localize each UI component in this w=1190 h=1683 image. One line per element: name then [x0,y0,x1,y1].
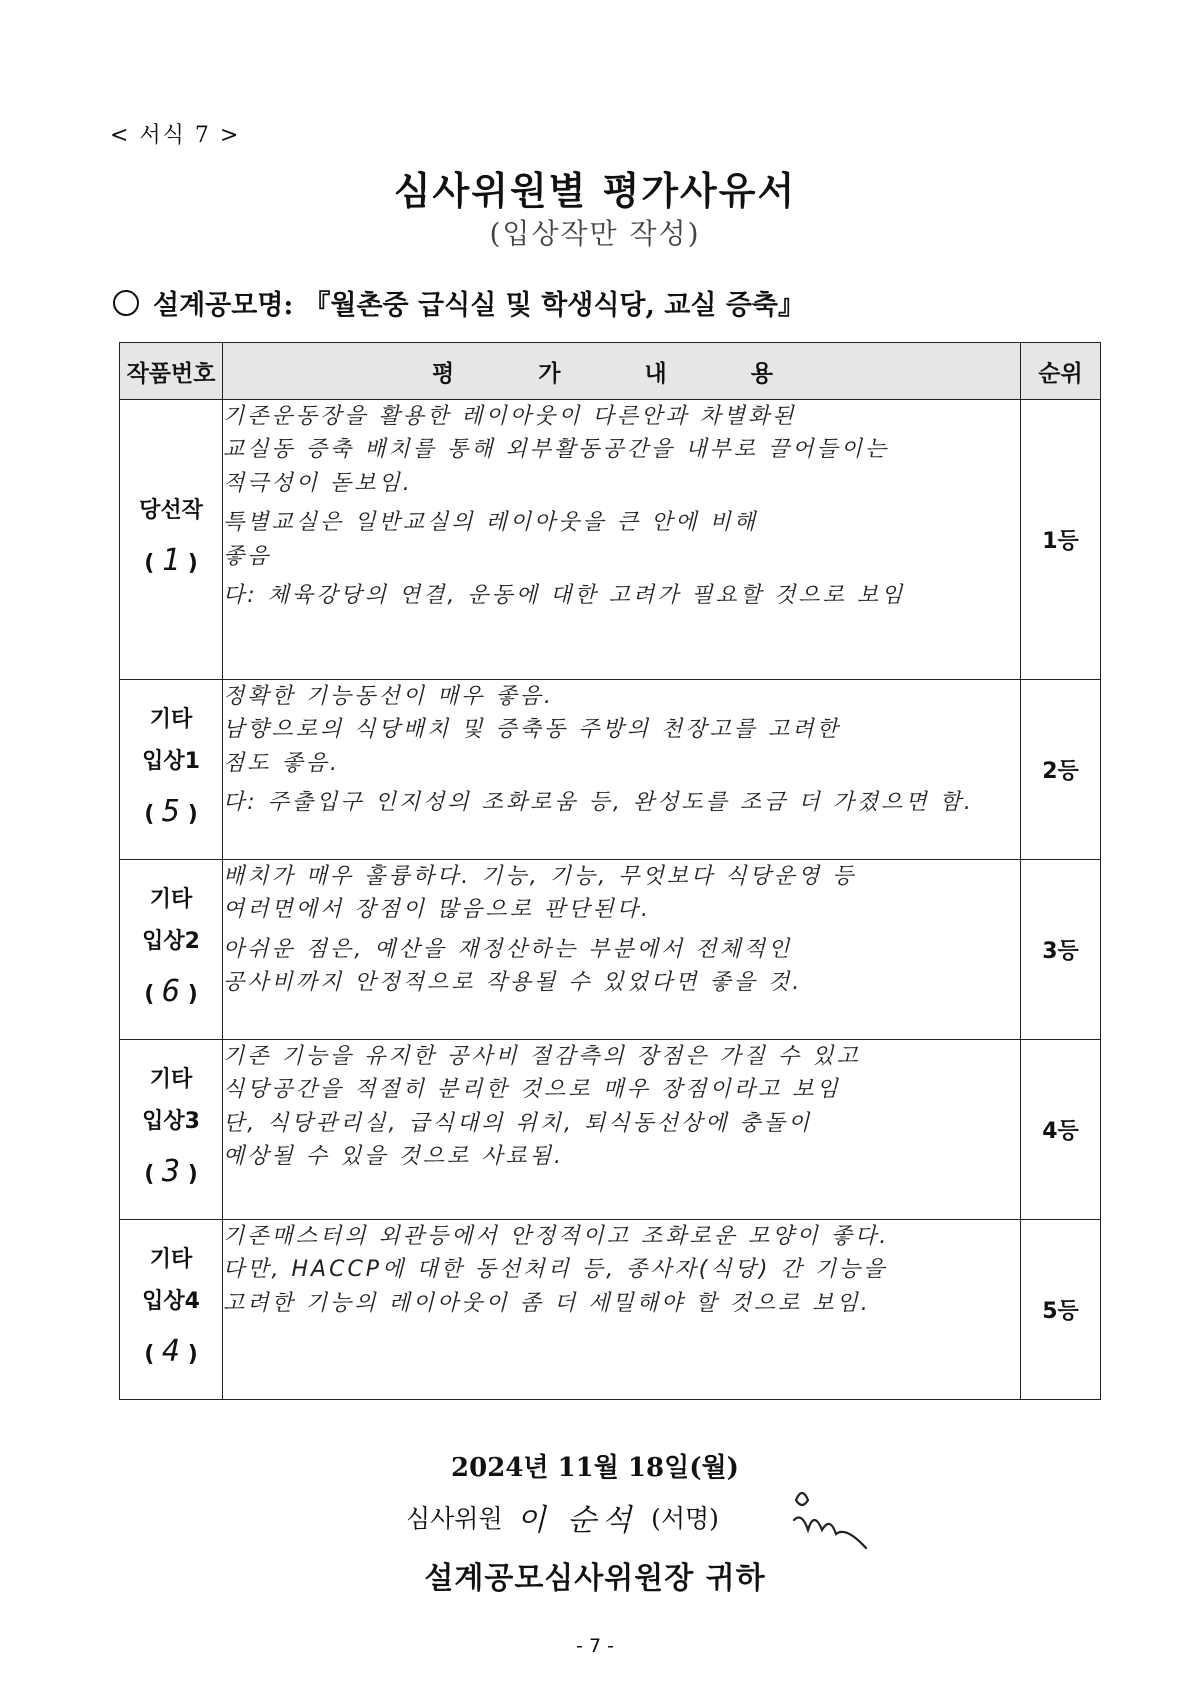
evaluation-line: 기존 기능을 유지한 공사비 절감측의 장점은 가질 수 있고 [223,1044,861,1069]
evaluation-line: 아쉬운 점은, 예산을 재정산하는 부분에서 전체적인 [223,936,793,962]
entry-category: 기타 [149,1067,193,1093]
contest-name: 『월촌중 급식실 및 학생식당, 교실 증축』 [303,290,806,321]
evaluation-line: 특별교실은 일반교실의 레이아웃을 큰 안에 비해 [223,510,759,536]
document-date: 2024년 11월 18일(월) [451,1453,739,1483]
header-evaluation-content-text: 평 가 내 용 [432,360,811,387]
entry-cell: 기타 입상2 ( 6 ) [120,860,223,1040]
entry-category-line2: 입상2 [142,929,200,954]
sign-label: (서명) [651,1504,719,1533]
entry-cell: 기타 입상4 ( 4 ) [120,1220,223,1400]
evaluation-table [119,342,1101,1400]
entry-category: 당선작 [139,498,203,524]
evaluation-line: 다: 주출입구 인지성의 조화로움 등, 완성도를 조금 더 가졌으면 함. [223,790,974,816]
evaluation-content [223,1040,1021,1220]
entry-number: 1 [161,542,181,578]
evaluation-line: 공사비까지 안정적으로 작용될 수 있었다면 좋을 것. [223,970,803,996]
evaluation-line: 배치가 매우 훌륭하다. 기능, 기능, 무엇보다 식당운영 등 [223,864,857,889]
table-row [120,400,1101,680]
rank-cell: 4등 [1021,1040,1101,1220]
document-subtitle: (입상작만 작성) [489,217,701,250]
evaluation-line: 점도 좋음. [223,750,340,776]
rank-cell: 5등 [1021,1220,1101,1400]
evaluation-content [223,1220,1021,1400]
header-entry-number: 작품번호 [120,343,223,400]
evaluation-line: 기존운동장을 활용한 레이아웃이 다른안과 차별화된 [223,404,797,429]
entry-number: 6 [161,973,181,1009]
evaluation-content [223,400,1021,680]
evaluation-line: 정확한 기능동선이 매우 좋음. [223,684,554,709]
form-number: < 서식 7 > [110,123,241,148]
contest-line [113,283,805,322]
rank-cell: 1등 [1021,400,1101,680]
evaluation-line: 단, 식당관리실, 급식대의 위치, 퇴식동선상에 충돌이 [223,1110,813,1136]
entry-category-line2: 입상3 [142,1109,200,1134]
document-title: 심사위원별 평가사유서 [393,168,797,213]
entry-cell: 당선작 ( 1 ) [120,400,223,680]
entry-number: 3 [161,1153,181,1189]
evaluation-line: 예상될 수 있을 것으로 사료됨. [223,1144,564,1170]
evaluation-content [223,860,1021,1040]
evaluation-line: 적극성이 돋보임. [223,470,413,496]
evaluation-line: 기존매스터의 외관등에서 안정적이고 조화로운 모양이 좋다. [223,1224,890,1249]
table-row [120,1220,1101,1400]
evaluation-line: 다만, HACCP에 대한 동선처리 등, 종사자(식당) 간 기능을 [223,1257,888,1283]
judge-line [406,1495,719,1539]
evaluation-content [223,680,1021,860]
header-rank: 순위 [1021,343,1101,400]
table-row [120,680,1101,860]
evaluation-line: 식당공간을 적절히 분리한 것으로 매우 장점이라고 보임 [223,1077,841,1103]
table-header-row [120,343,1101,400]
entry-number: 5 [161,793,181,829]
judge-name: 이 순석 [516,1503,638,1538]
rank-cell: 2등 [1021,680,1101,860]
entry-cell: 기타 입상1 ( 5 ) [120,680,223,860]
entry-category: 기타 [149,707,193,733]
circle-bullet-icon [113,290,139,316]
addressee: 설계공모심사위원장 귀하 [424,1561,766,1596]
evaluation-line: 좋음 [223,543,272,569]
page-number: - 7 - [576,1635,614,1657]
contest-label: 설계공모명: [153,290,294,321]
signature-icon [790,1480,880,1550]
table-row [120,860,1101,1040]
entry-category: 기타 [149,1247,193,1273]
header-evaluation-content [223,343,1021,400]
evaluation-line: 여러면에서 장점이 많음으로 판단된다. [223,897,652,923]
entry-category-line2: 입상4 [142,1289,200,1314]
evaluation-line: 교실동 증축 배치를 통해 외부활동공간을 내부로 끌어들이는 [223,437,890,463]
entry-category: 기타 [149,887,193,913]
table-row [120,1040,1101,1220]
evaluation-line: 다: 체육강당의 연결, 운동에 대한 고려가 필요할 것으로 보임 [223,583,906,609]
evaluation-line: 고려한 기능의 레이아웃이 좀 더 세밀해야 할 것으로 보임. [223,1290,871,1316]
evaluation-line: 남향으로의 식당배치 및 증축동 주방의 천장고를 고려한 [223,717,841,743]
entry-category-line2: 입상1 [142,749,200,774]
entry-cell: 기타 입상3 ( 3 ) [120,1040,223,1220]
judge-label: 심사위원 [406,1504,503,1533]
rank-cell: 3등 [1021,860,1101,1040]
entry-number: 4 [161,1333,181,1369]
